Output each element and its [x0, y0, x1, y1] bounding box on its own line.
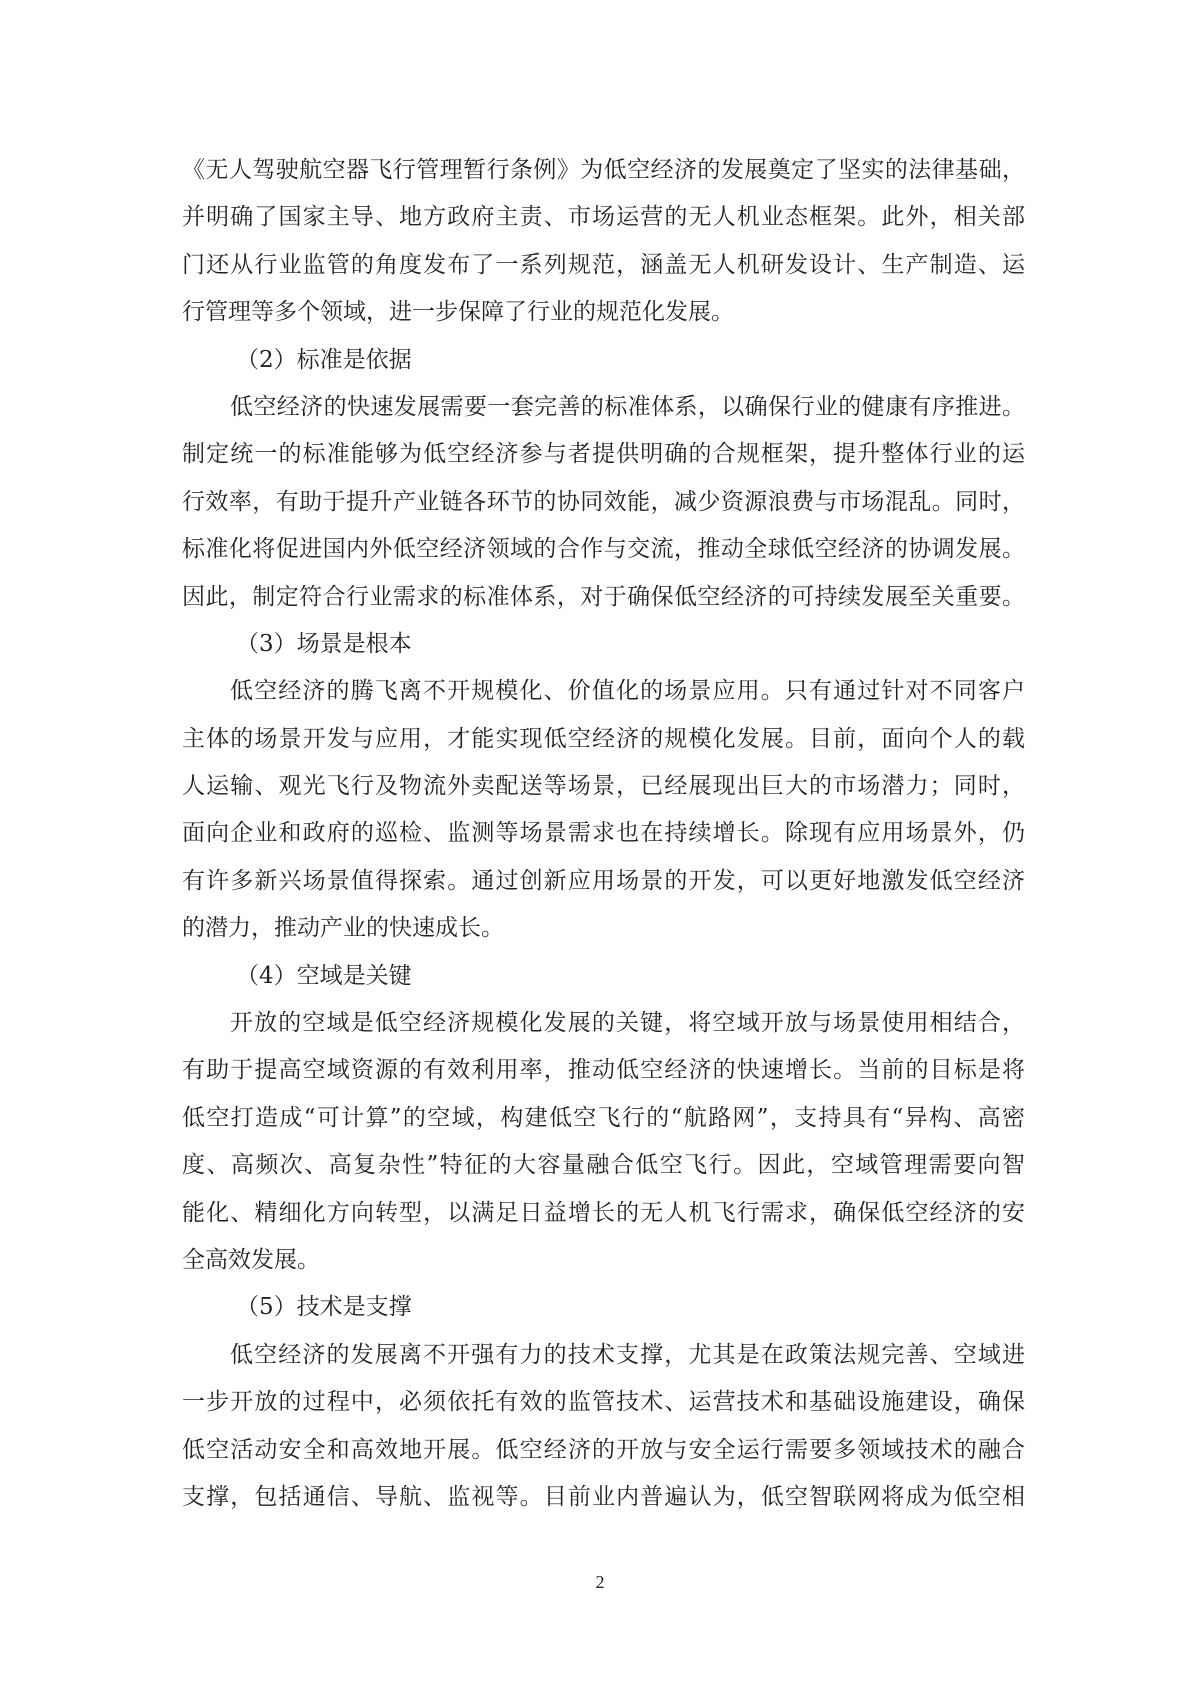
- text-line: 度、高频次、高复杂性”特征的大容量融合低空飞行。因此，空域管理需要向智: [182, 1152, 1025, 1179]
- section-heading: （5）技术是支撑: [236, 1294, 412, 1321]
- section-heading: （3）场景是根本: [236, 630, 412, 657]
- text-line: 并明确了国家主导、地方政府主责、市场运营的无人机业态框架。此外，相关部: [182, 204, 1025, 231]
- text-line: 有许多新兴场景值得探索。通过创新应用场景的开发，可以更好地激发低空经济: [182, 867, 1025, 894]
- text-line: 有助于提高空域资源的有效利用率，推动低空经济的快速增长。当前的目标是将: [182, 1057, 1025, 1084]
- body-text: [182, 147, 1025, 1521]
- text-line: 门还从行业监管的角度发布了一系列规范，涵盖无人机研发设计、生产制造、运: [182, 251, 1025, 278]
- text-line: 人运输、观光飞行及物流外卖配送等场景，已经展现出巨大的市场潜力；同时，: [182, 773, 1025, 800]
- text-line: 低空经济的快速发展需要一套完善的标准体系，以确保行业的健康有序推进。: [230, 393, 1025, 420]
- text-line: 行管理等多个领域，进一步保障了行业的规范化发展。: [182, 299, 734, 326]
- text-line: 《无人驾驶航空器飞行管理暂行条例》为低空经济的发展奠定了坚实的法律基础，: [182, 157, 1025, 183]
- text-line: 因此，制定符合行业需求的标准体系，对于确保低空经济的可持续发展至关重要。: [182, 583, 1025, 610]
- text-line: 低空活动安全和高效地开展。低空经济的开放与安全运行需要多领域技术的融合: [182, 1436, 1025, 1463]
- text-line: 主体的场景开发与应用，才能实现低空经济的规模化发展。目前，面向个人的载: [182, 725, 1025, 752]
- text-line: 开放的空域是低空经济规模化发展的关键，将空域开放与场景使用相结合，: [230, 1010, 1025, 1037]
- text-line: 全高效发展。: [182, 1246, 320, 1273]
- text-line: 低空打造成“可计算”的空域，构建低空飞行的“航路网”，支持具有“异构、高密: [182, 1104, 1025, 1131]
- page-number: 2: [595, 1572, 605, 1592]
- text-line: 低空经济的腾飞离不开规模化、价值化的场景应用。只有通过针对不同客户: [230, 678, 1025, 705]
- text-line: 一步开放的过程中，必须依托有效的监管技术、运营技术和基础设施建设，确保: [182, 1389, 1025, 1416]
- text-line: 标准化将促进国内外低空经济领域的合作与交流，推动全球低空经济的协调发展。: [182, 536, 1025, 563]
- section-heading: （2）标准是依据: [236, 346, 412, 373]
- text-line: 制定统一的标准能够为低空经济参与者提供明确的合规框架，提升整体行业的运: [182, 441, 1025, 468]
- text-line: 面向企业和政府的巡检、监测等场景需求也在持续增长。除现有应用场景外，仍: [182, 820, 1025, 847]
- section-heading: （4）空域是关键: [236, 962, 412, 989]
- text-line: 低空经济的发展离不开强有力的技术支撑，尤其是在政策法规完善、空域进: [230, 1341, 1025, 1368]
- text-line: 的潜力，推动产业的快速成长。: [182, 915, 504, 942]
- text-line: 能化、精细化方向转型，以满足日益增长的无人机飞行需求，确保低空经济的安: [182, 1199, 1025, 1226]
- text-line: 行效率，有助于提升产业链各环节的协同效能，减少资源浪费与市场混乱。同时，: [182, 488, 1025, 515]
- text-line: 支撑，包括通信、导航、监视等。目前业内普遍认为，低空智联网将成为低空相: [182, 1483, 1025, 1510]
